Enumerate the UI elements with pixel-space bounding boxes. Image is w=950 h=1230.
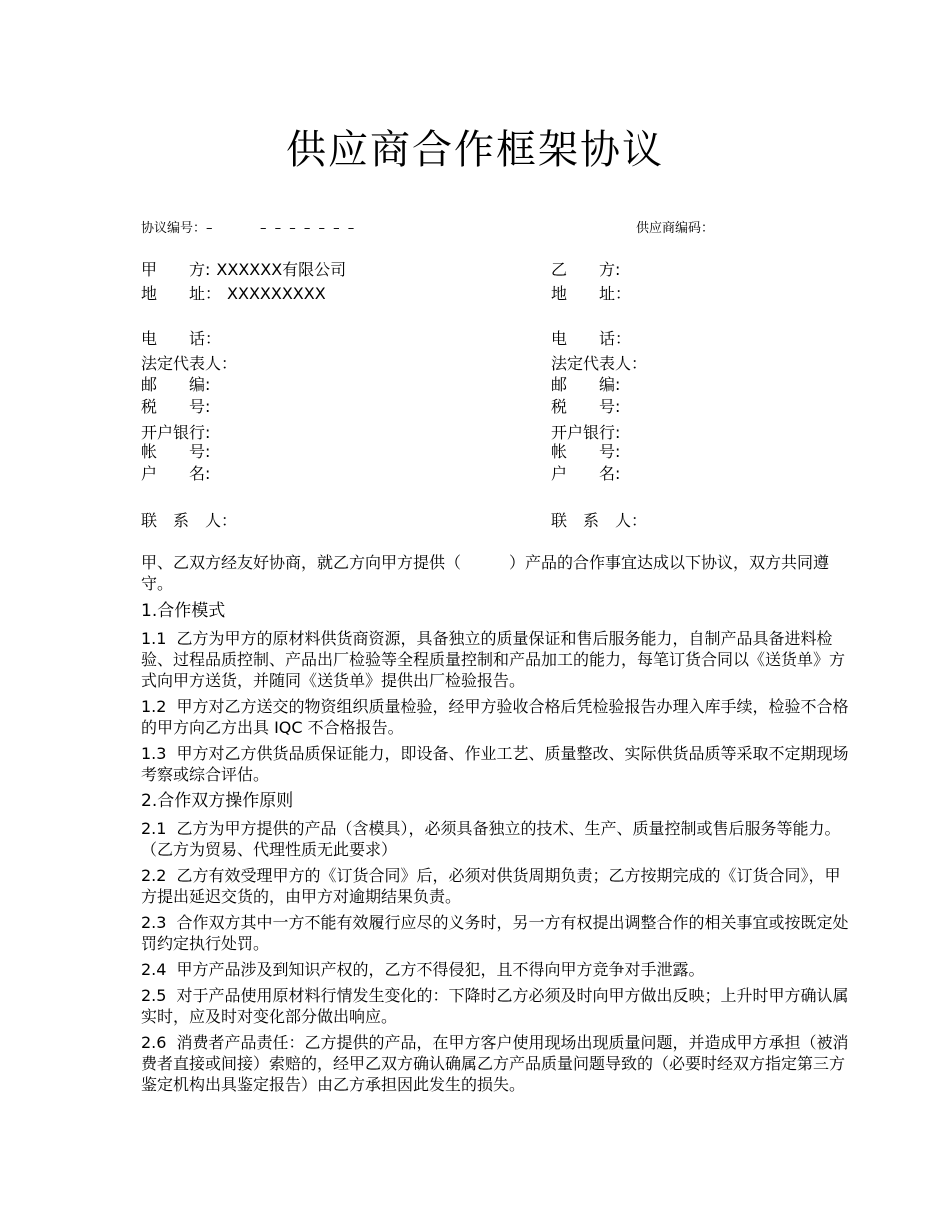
party-a-address-row	[141, 284, 326, 304]
clause	[141, 818, 856, 860]
party-a-name-label: 甲 方:	[141, 260, 211, 279]
clause-number: 2.6	[141, 1033, 167, 1052]
clause	[141, 985, 856, 1027]
clause-number: 2.2	[141, 866, 167, 885]
party-b-rep-label: 法定代表人：	[551, 354, 648, 373]
clause-number: 2.4	[141, 960, 167, 979]
clause-text: 甲方对乙方送交的物资组织质量检验，经甲方验收合格后凭检验报告办理入库手续，检验不合格的甲方向乙方出具 IQC 不合格报告。	[141, 697, 849, 737]
party-a-name-row	[141, 260, 346, 280]
party-a-account-name-label: 户 名:	[141, 464, 211, 483]
party-a-name-value: XXXXXX有限公司	[216, 260, 347, 279]
clause-number: 1.1	[141, 629, 167, 648]
supplier-code-label: 供应商编码：	[636, 221, 715, 236]
party-b-account-label: 帐 号:	[551, 442, 621, 461]
clause	[141, 912, 856, 954]
agreement-body	[141, 552, 856, 1100]
contract-number-label: 协议编号：–	[141, 221, 213, 236]
party-b-bank-label: 开户银行:	[551, 423, 621, 442]
party-b-tax-label: 税 号:	[551, 397, 621, 416]
clause	[141, 865, 856, 907]
party-a-address-label: 地 址：	[141, 284, 222, 303]
clause-number: 1.2	[141, 697, 167, 716]
party-b-account-name-label: 户 名:	[551, 464, 621, 483]
clause	[141, 1032, 856, 1095]
clause	[141, 743, 856, 785]
clause-text: 乙方为甲方的原材料供货商资源，具备独立的质量保证和售后服务能力，自制产品具备进料检验、过程品质控制、产品出厂检验等全程质量控制和产品加工的能力，每笔订货合同以《送货单》方式向甲方送货，并随同《送货单》提供出厂检验报告。	[141, 629, 846, 690]
document-title: 供应商合作框架协议	[286, 127, 664, 173]
clause-number: 2.1	[141, 819, 167, 838]
clause-text: 合作双方其中一方不能有效履行应尽的义务时，另一方有权提出调整合作的相关事宜或按既定处罚约定执行处罚。	[141, 913, 849, 953]
party-b-contact-label: 联 系 人：	[551, 511, 648, 530]
party-b-postcode-label: 邮 编:	[551, 375, 621, 394]
clause-text: 对于产品使用原材料行情发生变化的：下降时乙方必须及时向甲方做出反映；上升时甲方确认属实时，应及时对变化部分做出响应。	[141, 986, 849, 1026]
clause	[141, 696, 856, 738]
party-a-rep-label: 法定代表人：	[141, 354, 238, 373]
clause-number: 2.3	[141, 913, 167, 932]
party-a-account-label: 帐 号:	[141, 442, 211, 461]
clause-text: 消费者产品责任：乙方提供的产品，在甲方客户使用现场出现质量问题，并造成甲方承担（被消费者直接或间接）索赔的，经甲乙双方确认确属乙方产品质量问题导致的（必要时经双方指定第三方鉴定机构出具鉴定报告）由乙方承担因此发生的损失。	[141, 1033, 849, 1094]
clause-text: 乙方为甲方提供的产品（含模具），必须具备独立的技术、生产、质量控制或售后服务等能力。（乙方为贸易、代理性质无此要求）	[141, 819, 841, 859]
clause-number: 1.3	[141, 744, 167, 763]
intro-paragraph: 甲、乙双方经友好协商，就乙方向甲方提供（ ）产品的合作事宜达成以下协议，双方共同遵守。	[141, 553, 830, 593]
clause-text: 乙方有效受理甲方的《订货合同》后，必须对供货周期负责；乙方按期完成的《订货合同》，甲方提出延迟交货的，由甲方对逾期结果负责。	[141, 866, 841, 906]
party-a-bank-label: 开户银行:	[141, 423, 211, 442]
party-b-address-label: 地 址：	[551, 284, 632, 303]
party-a-address-value: XXXXXXXXX	[227, 284, 326, 303]
party-a-contact-label: 联 系 人：	[141, 511, 238, 530]
clause-text: 甲方对乙方供货品质保证能力，即设备、作业工艺、质量整改、实际供货品质等采取不定期现场考察或综合评估。	[141, 744, 849, 784]
clause	[141, 959, 856, 980]
party-a-phone-label: 电 话：	[141, 329, 222, 348]
party-a-postcode-label: 邮 编:	[141, 375, 211, 394]
section-heading: 2.合作双方操作原则	[141, 791, 294, 811]
clause-text: 甲方产品涉及到知识产权的，乙方不得侵犯，且不得向甲方竞争对手泄露。	[176, 960, 705, 979]
party-b-name-label: 乙 方:	[551, 260, 621, 279]
party-a-tax-label: 税 号:	[141, 397, 211, 416]
clause	[141, 628, 856, 691]
contract-number-blank: – – – – – – –	[260, 221, 357, 236]
party-b-phone-label: 电 话：	[551, 329, 632, 348]
section-heading: 1.合作模式	[141, 601, 226, 621]
clause-number: 2.5	[141, 986, 167, 1005]
